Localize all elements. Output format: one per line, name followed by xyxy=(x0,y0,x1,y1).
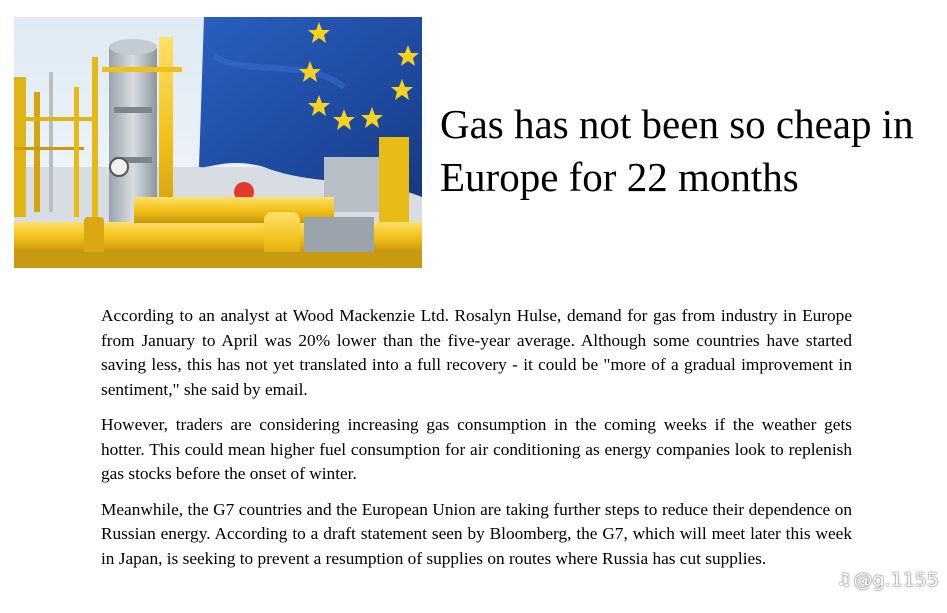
watermark xyxy=(836,569,939,591)
gas-plant-eu-flag-photo xyxy=(14,17,422,268)
article-paragraph: Meanwhile, the G7 countries and the European Union are taking further steps to reduce their dependence on Russian energy. According to a draft statement seen by Bloomberg, the G7, which will meet later this week in Japan, is seeking to prevent a resumption of supplies on routes where Russia has cut supplies. xyxy=(101,499,852,568)
hero-image xyxy=(14,17,422,268)
social-logo-icon: ♫ xyxy=(836,570,852,590)
article-paragraph: According to an analyst at Wood Mackenzie Ltd. Rosalyn Hulse, demand for gas from industry in Europe from January to April was 20% lower than the five-year average. Although some countries have started saving less, this has not yet translated into a full recovery - it could be "more of a gradual improvement in sentiment," she said by email. xyxy=(101,306,852,399)
article-paragraph: However, traders are considering increasing gas consumption in the coming weeks if the weather gets hotter. This could mean higher fuel consumption for air conditioning as energy companies look to replenish gas stocks before the onset of winter. xyxy=(101,415,852,483)
article-body xyxy=(101,304,852,582)
watermark-text: @g.1155 xyxy=(853,569,939,591)
headline: Gas has not been so cheap in Europe for 22 months xyxy=(440,101,914,200)
